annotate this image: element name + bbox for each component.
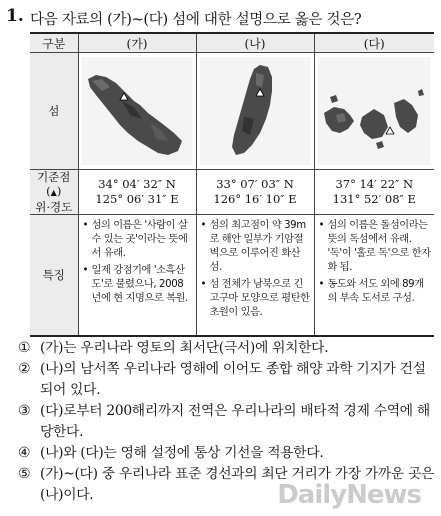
choice-text: (나)의 남서쪽 우리나라 영해에 이어도 종합 해양 과학 기지가 건설되어 있다. — [40, 361, 426, 398]
choice-text: (나)와 (다)는 영해 설정에 통상 기선을 적용한다. — [40, 445, 324, 461]
header-col-ga: (가) — [78, 33, 196, 53]
choice-text: (가)~(다) 중 우리나라 표준 경선과의 최단 거리가 가장 가까운 곳은 (나)이다. — [40, 466, 435, 503]
features-na — [196, 215, 314, 337]
map-row — [30, 53, 434, 170]
map-row-label: 섬 — [30, 53, 78, 170]
choice-marker: ① — [18, 340, 31, 356]
feature-item: • 섬의 최고점이 약 39m로 해안 일부가 기암절벽으로 이루어진 화산섬. — [201, 219, 311, 275]
map-na — [196, 53, 314, 170]
longitude: 131° 52′ 08″ E — [332, 192, 416, 206]
header-col-na: (나) — [196, 33, 314, 53]
feature-item: • 섬 전체가 남북으로 긴 고구마 모양으로 평탄한 초원이 있음. — [201, 278, 311, 320]
choice-marker: ⑤ — [18, 466, 31, 482]
map-da — [314, 53, 434, 170]
choice-text: (다)로부터 200해리까지 전역은 우리나라의 배타적 경제 수역에 해당한다. — [40, 403, 430, 440]
latitude: 33° 07′ 03″ N — [216, 177, 294, 191]
island-map-ga — [82, 57, 192, 165]
map-ga — [78, 53, 196, 170]
question-text: 다음 자료의 (가)~(다) 섬에 대한 설명으로 옳은 것은? — [30, 12, 362, 28]
watermark-logo: DailyNews — [277, 480, 421, 510]
choice-3[interactable] — [18, 401, 438, 443]
feature-item: • 일제 강점기에 '소흑산도'로 불렸으나, 2008년에 현 지명으로 복원. — [83, 264, 193, 306]
reference-point-label-icon: ▲ — [50, 188, 57, 197]
feature-row-label: 특징 — [30, 215, 78, 337]
latitude: 34° 04′ 32″ N — [98, 177, 176, 191]
features-ga — [78, 215, 196, 337]
table-header-row — [30, 33, 434, 53]
feature-item: • 섬의 이름은 돌섬이라는 뜻의 독섬에서 유래. '독'이 '홀로 독'으로 한자화 됨. — [319, 219, 432, 275]
longitude: 125° 06′ 31″ E — [95, 192, 179, 206]
header-label: 구분 — [30, 33, 78, 53]
choice-2[interactable] — [18, 359, 438, 401]
island-map-na — [200, 57, 310, 165]
feature-item: • 동도와 서도 외에 89개의 부속 도서로 구성. — [319, 278, 432, 306]
coord-da — [314, 170, 434, 215]
header-col-da: (다) — [314, 33, 434, 53]
coord-na — [196, 170, 314, 215]
choice-text: (가)는 우리나라 영토의 최서단(극서)에 위치한다. — [40, 340, 329, 356]
choice-marker: ④ — [18, 445, 31, 461]
island-table — [30, 32, 434, 337]
coord-ga — [78, 170, 196, 215]
question-number: 1. — [6, 6, 24, 26]
coord-row — [30, 170, 434, 215]
choice-1[interactable] — [18, 338, 438, 359]
feature-row — [30, 215, 434, 337]
coord-row-label: 기준점(▲) 위·경도 — [30, 170, 78, 215]
choice-marker: ③ — [18, 403, 31, 419]
features-da — [314, 215, 434, 337]
choice-4[interactable] — [18, 443, 438, 464]
feature-item: • 섬의 이름은 '사람이 살 수 있는 곳'이라는 뜻에서 유래. — [83, 219, 193, 261]
longitude: 126° 16′ 10″ E — [213, 192, 297, 206]
choice-marker: ② — [18, 361, 31, 377]
island-map-da — [318, 57, 430, 165]
latitude: 37° 14′ 22″ N — [335, 177, 414, 191]
